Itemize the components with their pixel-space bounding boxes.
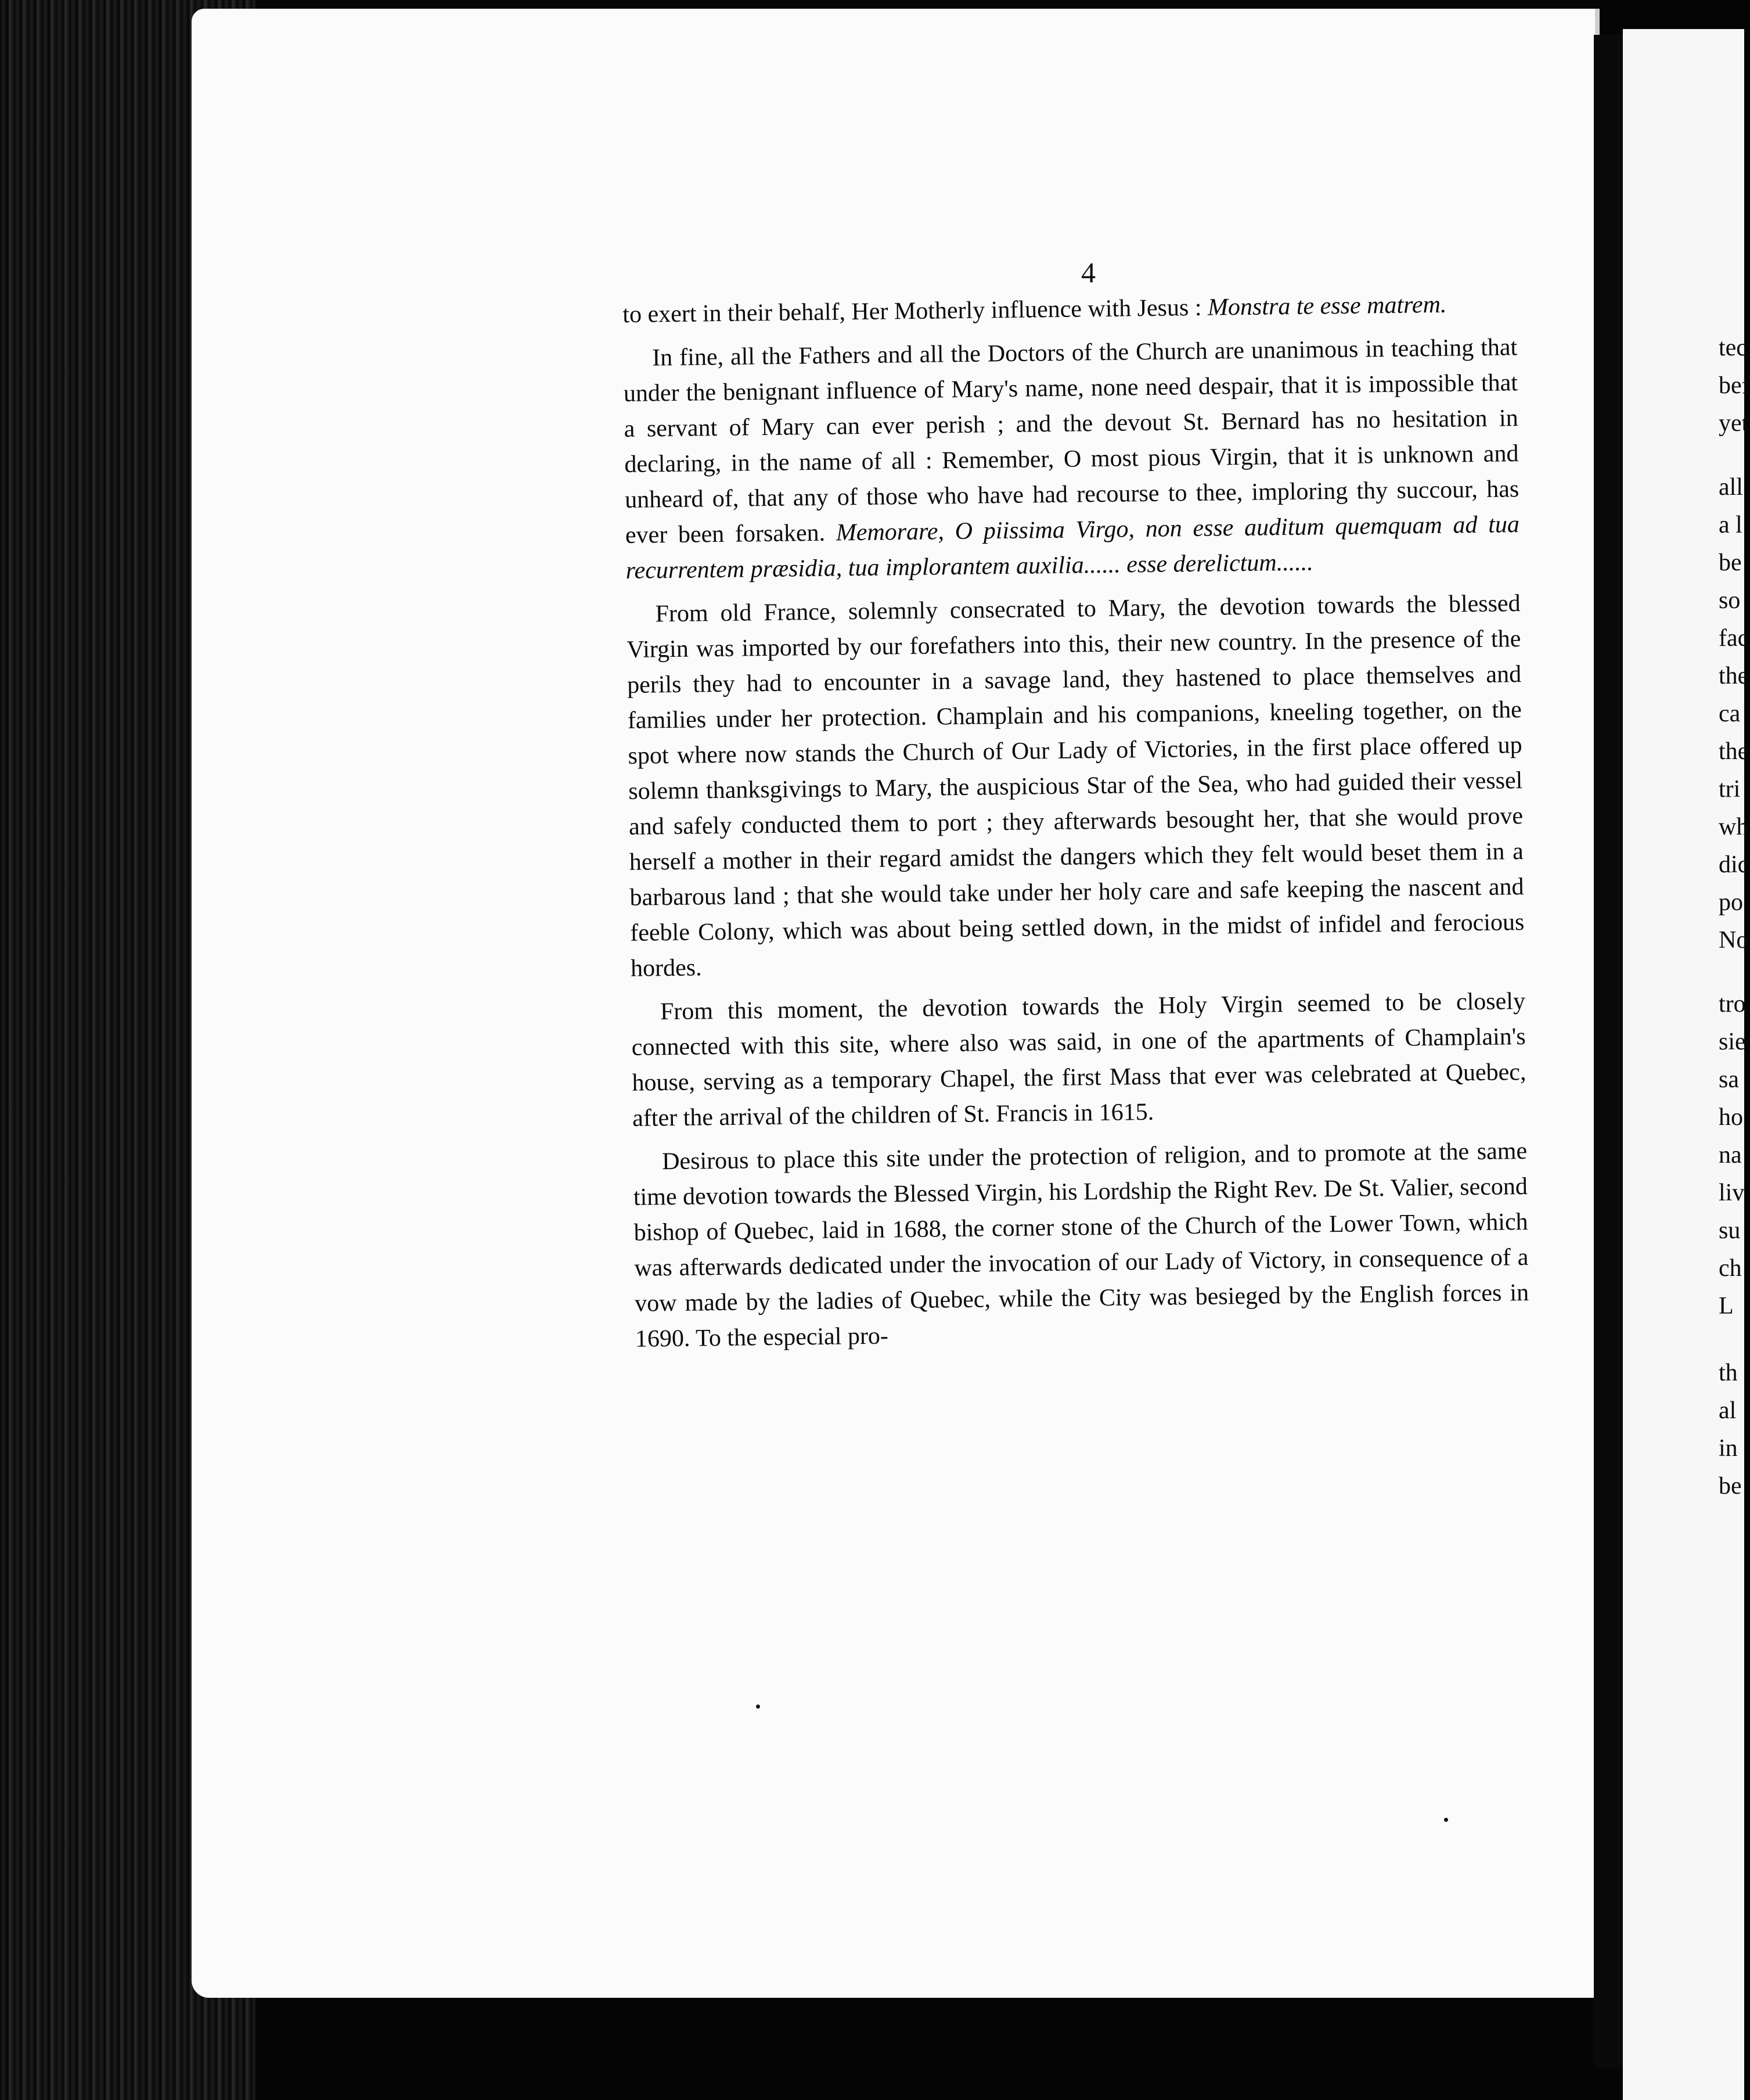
right-page-fragment: sa bbox=[1719, 1066, 1739, 1093]
right-page-fragment: all bbox=[1719, 474, 1743, 501]
paragraph bbox=[631, 984, 1527, 1137]
ink-speck bbox=[1444, 1818, 1448, 1822]
right-page-fragment: th bbox=[1719, 1360, 1738, 1386]
right-page-fragment: be bbox=[1719, 549, 1742, 576]
latin-quote: Memorare, O piissima Virgo, non esse auditum quemquam ad tua recurrentem præsidia, tua implorantem auxilia...... esse derelictum...... bbox=[625, 511, 1520, 584]
right-page-fragment: L bbox=[1719, 1293, 1734, 1319]
right-page-fragment: wh bbox=[1719, 814, 1749, 840]
right-page-fragment: tro bbox=[1719, 991, 1746, 1017]
right-page-fragment: yet bbox=[1719, 410, 1749, 437]
right-page-fragment: No bbox=[1719, 927, 1749, 954]
right-page-fragment: al bbox=[1719, 1397, 1737, 1424]
paragraph-text: From this moment, the devotion towards the Holy Virgin seemed to be closely connected with this site, where also was said, in one of the apartments of Champlain's house, serving as a temporary Chapel, the first Mass that ever was celebrated at Quebec, after the arrival of the children of St. Francis in 1615. bbox=[631, 988, 1526, 1132]
right-page-fragment: bef bbox=[1719, 372, 1750, 399]
right-page-fragment: tec bbox=[1719, 335, 1747, 361]
right-page-fragment: the bbox=[1719, 663, 1749, 689]
right-page-fragment: a l bbox=[1719, 512, 1742, 538]
paragraph-text: From old France, solemnly consecrated to Mary, the devotion towards the blessed Virgin was imported by our forefathers into this, their new country. In the presence of the perils they had to encounter in a savage land, they hastened to place themselves and families under her protection. Champlain and his companions, kneeling together, on the spot where now stands the Church of Our Lady of Victories, in the first place offered up solemn thanksgivings to Mary, the auspicious Star of the Sea, who had guided their vessel and safely conducted them to port ; they afterwards besought her, that she would prove herself a mother in their regard amidst the dangers which they felt would beset them in a barbarous land ; that she would take under her holy care and safe keeping the nascent and feeble Colony, which was about being settled down, in the midst of infidel and ferocious hordes. bbox=[626, 590, 1525, 982]
right-page-fragment: ho bbox=[1719, 1104, 1743, 1131]
paragraph bbox=[633, 1134, 1529, 1357]
right-page-fragment: liv bbox=[1719, 1180, 1745, 1206]
right-page-fragment: the bbox=[1719, 738, 1749, 765]
right-page-fragment: fac bbox=[1719, 625, 1749, 652]
paragraph-text: In fine, all the Fathers and all the Doctors of the Church are unanimous in teaching that under the benignant influence of Mary's name, none need despair, that it is impossible that a servant of Mary can ever perish ; and the devout St. Bernard has no hesitation in declaring, in the name of all : Remember, O most pious Virgin, that it is unknown and unheard of, that any of those who have had recourse to thee, imploring thy succour, has ever been forsaken. bbox=[623, 334, 1519, 549]
paragraph-text: Desirous to place this site under the protection of religion, and to promote at the same time devotion towards the Blessed Virgin, his Lordship the Right Rev. De St. Valier, second bishop of Quebec, laid in 1688, the corner stone of the Church of the Lower Town, which was afterwards dedicated under the invocation of our Lady of Victory, in consequence of a vow made by the ladies of Quebec, while the City was besieged by the English forces in 1690. To the especial pro- bbox=[633, 1138, 1529, 1353]
right-page-fragment: su bbox=[1719, 1217, 1741, 1244]
latin-quote: Monstra te esse matrem. bbox=[1207, 291, 1447, 321]
right-page-fragment: tri bbox=[1719, 776, 1741, 803]
ink-speck bbox=[756, 1705, 760, 1709]
right-page-fragment: in bbox=[1719, 1435, 1738, 1462]
page-number: 4 bbox=[1081, 256, 1096, 289]
right-page-fragment: po bbox=[1719, 889, 1743, 916]
right-page-fragment: dic bbox=[1719, 851, 1749, 878]
page-gutter bbox=[1594, 35, 1626, 2067]
right-page-fragment: be bbox=[1719, 1473, 1742, 1500]
right-page-fragment: na bbox=[1719, 1142, 1742, 1168]
right-page-fragment: ca bbox=[1719, 700, 1741, 727]
paragraph-text: to exert in their behalf, Her Motherly influence with Jesus : bbox=[622, 294, 1202, 328]
paragraph bbox=[626, 586, 1525, 987]
right-page-fragment: ch bbox=[1719, 1255, 1742, 1282]
paragraph bbox=[623, 330, 1520, 589]
right-page-fragment: so bbox=[1719, 587, 1741, 614]
body-text bbox=[622, 286, 1529, 1365]
right-page-fragment: sie bbox=[1719, 1029, 1746, 1055]
